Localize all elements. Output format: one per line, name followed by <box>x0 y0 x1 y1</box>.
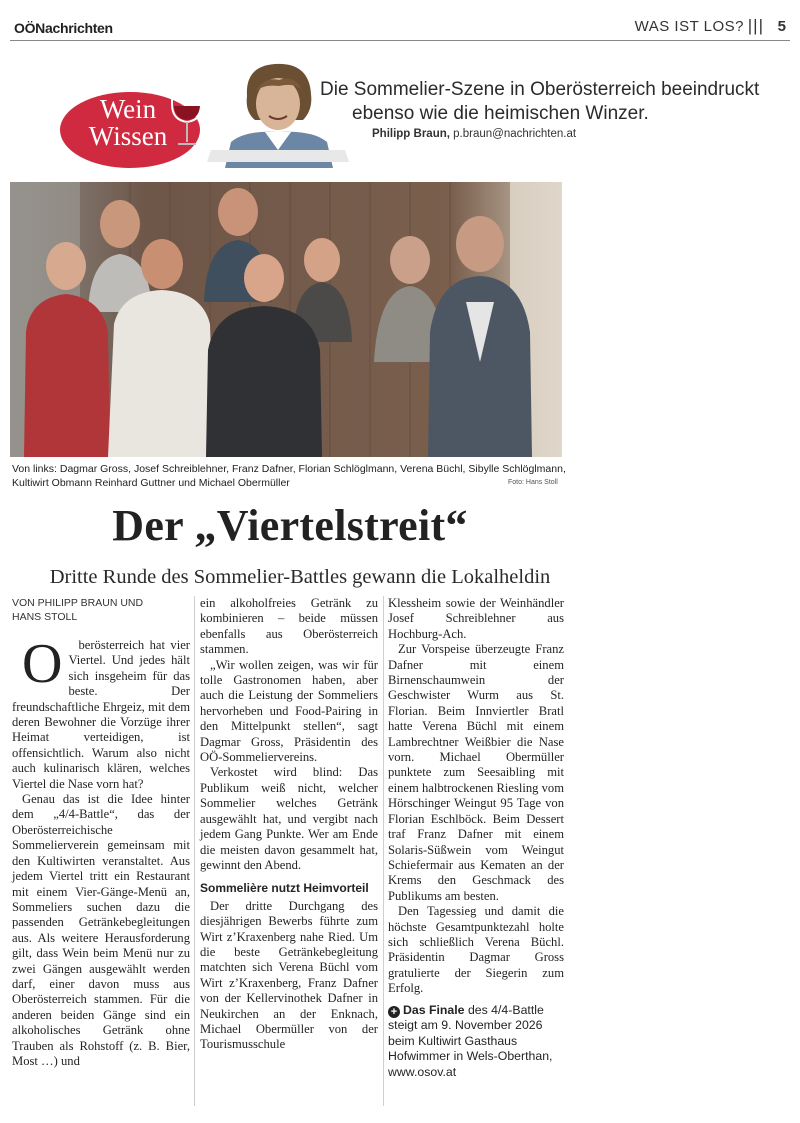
author-name: Philipp Braun, <box>372 128 450 140</box>
logo-line-2: Wissen <box>88 121 168 151</box>
paragraph-1 <box>12 633 190 792</box>
masthead-logo: OÖNachrichten <box>14 20 113 36</box>
group-photo-illustration <box>10 182 562 457</box>
column-author <box>372 128 576 140</box>
paragraph-2: Genau das ist die Idee hinter dem „4/4-Battle“, das der Oberösterreichische Sommelierverein gemeinsam mit den Kultiwirten veranstaltet. Aus jedem Viertel tritt ein Restaurant mit einem Vier-Gänge-Menü an, Sommeliers suchen dazu die passenden Getränkebegleitungen aus. Als weitere Herausforderung gilt, dass Wein beim Menü nur zu zwei Gängen ausgewählt werden darf, einer davon muss aus Oberösterreich stammen. Für die anderen beiden Gänge sind ein alkoholisches Getränk ohne Trauben als Rohstoff (z. B. Bier, Most …) und <box>12 792 190 1068</box>
paragraph-3: ein alkoholfreies Getränk zu kombinieren – beide müssen ebenfalls aus Oberösterreich stammen. <box>200 596 378 657</box>
article-column-3 <box>388 596 564 1081</box>
article-subtitle: Sommelière nutzt Heimvorteil <box>200 881 369 896</box>
photo-caption <box>12 462 567 490</box>
column-divider <box>383 596 384 1106</box>
group-photo <box>10 182 562 457</box>
caption-line-1: Von links: Dagmar Gross, Josef Schreiblehner, Franz Dafner, Florian Schlöglmann, Verena Büchl, Sibylle Schlöglmann, <box>12 463 566 475</box>
paragraph-9: Den Tagessieg und damit die höchste Gesamtpunktezahl holte sich schließlich Verena Büchl. Präsidentin Dagmar Gross gratulierte der Siegerin zum Erfolg. <box>388 904 564 996</box>
paragraph-6: Der dritte Durchgang des diesjährigen Bewerbs führte zum Wirt z’Kraxenberg nahe Ried. Um die beste Getränkebegleitung matchten sich Verena Büchl vom Wirt z’Kraxenberg, Franz Dafner von der Kellervinothek Dafner in Neukirchen an der Enknach, Michael Obermüller von der Tourismusschule <box>200 898 378 1052</box>
tagline-line-2: ebenso wie die heimischen Winzer. <box>352 103 649 124</box>
byline-line-1: VON PHILIPP BRAUN UND <box>12 597 144 609</box>
column-tagline <box>320 78 760 126</box>
paragraph-5: Verkostet wird blind: Das Publikum weiß nicht, welcher Sommelier welches Getränk ausgewählt hat, und vergibt nach jedem Gang Punkte. Wer am Ende die meisten davon gesammelt hat, gewinnt den Abend. <box>200 765 378 872</box>
wine-glass-icon <box>168 94 206 150</box>
author-email: p.braun@nachrichten.at <box>453 128 577 140</box>
caption-line-2: Kultiwirt Obmann Reinhard Guttner und Michael Obermüller <box>12 477 290 489</box>
paragraph-1-text: berösterreich hat vier Viertel. Und jedes hält sich insgeheim für das beste. Der freundschaftliche Ehrgeiz, mit dem deren Bewohner die Vorzüge ihrer Heimat verteidigen, ist offensichtlich. Warum also nicht auch kulinarisch klären, welches Viertel die Nase vorn hat? <box>12 638 190 791</box>
section-title: WAS IST LOS? <box>634 18 744 35</box>
paragraph-7: Klessheim sowie der Weinhändler Josef Schreiblehner aus Hochburg-Ach. <box>388 596 564 641</box>
photo-credit: Foto: Hans Stoll <box>508 479 558 486</box>
header-rule <box>10 40 790 41</box>
paragraph-8: Zur Vorspeise überzeugte Franz Dafner mit einem Birnenschaumwein der Geschwister Wurm aus St. Florian. Beim Innviertler Bratl hatte Verena Büchl mit einem Lambrechtner Weißbier die Nase vorn. Michael Obermüller punktete zum Seesaibling mit einem halbtrockenen Riesling vom Hörschinger Weingut 95 Tage von Florian Eschlböck. Beim Dessert traf Franz Dafner mit einem Solaris-Süßwein vom Weingut Schiefermair aus Kematen an der Krems den Geschmack des Publikums am besten. <box>388 642 564 903</box>
drop-cap: O <box>22 633 63 695</box>
article-column-1 <box>12 596 190 1069</box>
finale-label: Das Finale <box>403 1002 465 1017</box>
page-number: 5 <box>777 18 786 35</box>
column-divider <box>194 596 195 1106</box>
section-separator: ||| <box>747 16 764 35</box>
logo-line-1: Wein <box>99 94 157 124</box>
article-byline <box>12 596 190 624</box>
finale-info <box>388 1003 564 1081</box>
article-subhead: Dritte Runde des Sommelier-Battles gewann die Lokalheldin <box>49 566 551 588</box>
tagline-line-1: Die Sommelier-Szene in Oberösterreich beeindruckt <box>320 79 760 100</box>
paragraph-4: „Wir wollen zeigen, was wir für tolle Gastronomen haben, aber auch die Leistung der Sommeliers hervorheben und Food-Pairing in den Mittelpunkt stellen“, sagt Dagmar Gross, Präsidentin des OÖ-Sommeliervereins. <box>200 657 378 765</box>
plus-icon: + <box>388 1006 400 1018</box>
byline-line-2: HANS STOLL <box>12 611 78 623</box>
article-column-2 <box>200 596 378 1053</box>
finale-text: des 4/4-Battle steigt am 9. November 2026 beim Kultiwirt Gasthaus Hofwimmer in Wels-Oberthan, <box>388 1002 553 1064</box>
article-headline: Der „Viertelstreit“ <box>112 501 468 550</box>
finale-link[interactable]: www.osov.at <box>388 1064 457 1079</box>
